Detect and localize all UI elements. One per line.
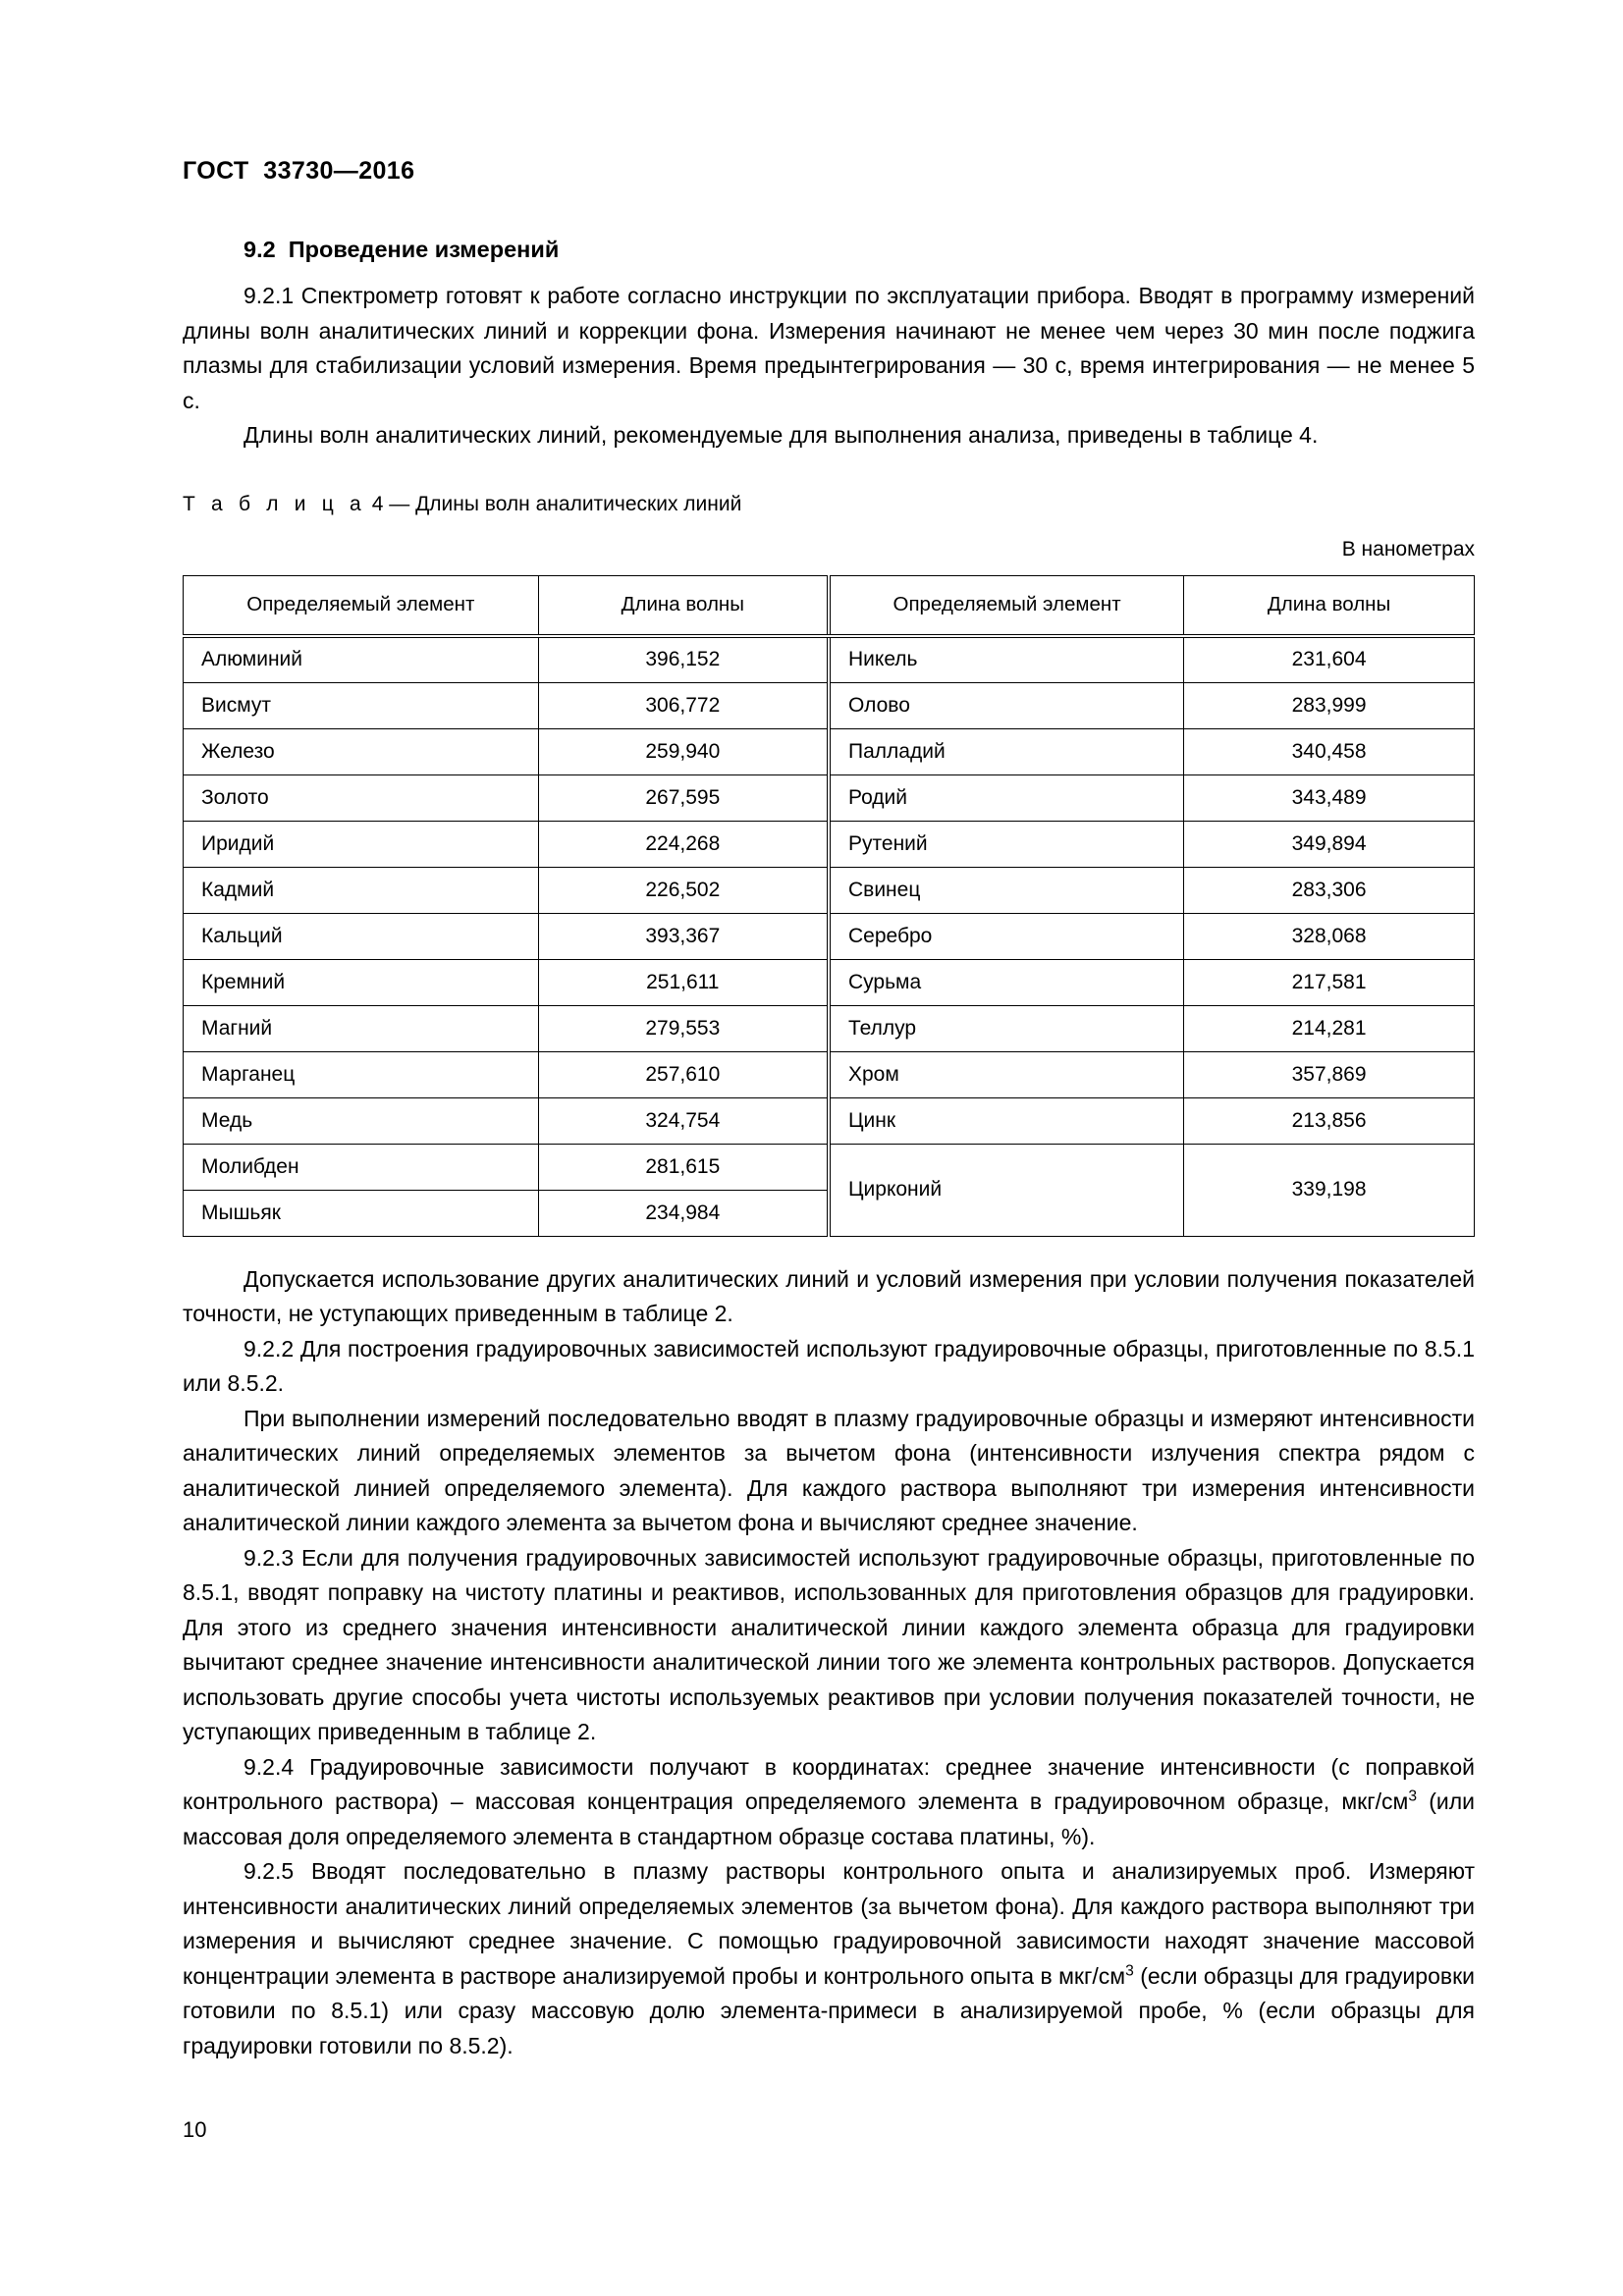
table-row [184, 821, 1475, 867]
cell-element: Висмут [184, 682, 539, 728]
table-caption-label: Т а б л и ц а [183, 492, 366, 515]
cell-wavelength: 234,984 [538, 1190, 829, 1236]
table-row [184, 959, 1475, 1005]
paragraph-9-2-3: 9.2.3 Если для получения градуировочных зависимостей используют градуировочные образцы, приготовленные по 8.5.1, вводят поправку на чистоту платины и реактивов, использованных для приготовления образцов для градуировки. Для этого из среднего значения интенсивности аналитической линии каждого элемента образца для градуировки вычитают среднее значение интенсивности аналитической линии того же элемента контрольных растворов. Допускается использовать другие способы учета чистоты используемых реактивов при условии получения показателей точности, не уступающих приведенным в таблице 2. [183, 1544, 1475, 1744]
paragraph-measurement-procedure: При выполнении измерений последовательно вводят в плазму градуировочные образцы и измеряют интенсивности аналитических линий определяемых элементов за вычетом фона (интенсивности излучения спектра рядом с аналитической линией определяемого элемента). Для каждого раствора выполняют три измерения интенсивности аналитической линии каждого элемента за вычетом фона и вычисляют среднее значение. [183, 1405, 1475, 1535]
cell-wavelength: 281,615 [538, 1144, 829, 1190]
cell-wavelength: 259,940 [538, 728, 829, 774]
cell-wavelength: 267,595 [538, 774, 829, 821]
cell-element: Кальций [184, 913, 539, 959]
cell-element: Медь [184, 1097, 539, 1144]
cell-element: Рутений [829, 821, 1184, 867]
table-row [184, 1051, 1475, 1097]
cell-element: Палладий [829, 728, 1184, 774]
cell-element: Свинец [829, 867, 1184, 913]
table-row [184, 774, 1475, 821]
cell-wavelength: 226,502 [538, 867, 829, 913]
table-caption-dash: — [389, 492, 410, 515]
paragraph-9-2-5-part1: 9.2.5 Вводят последовательно в плазму растворы контрольного опыта и анализируемых проб. Измеряют интенсивности аналитических линий определяемых элементов (за вычетом фона). Для каждого раствора выполняют три измерения и вычисляют среднее значение. С помощью градуировочной зависимости находят значение массовой концентрации элемента в растворе анализируемой пробы и контрольного опыта в мкг/см [183, 1858, 1475, 1989]
cell-wavelength: 251,611 [538, 959, 829, 1005]
cell-element: Алюминий [184, 636, 539, 682]
superscript-cubic: 3 [1408, 1788, 1418, 1805]
page-number: 10 [183, 2117, 207, 2142]
cell-element: Олово [829, 682, 1184, 728]
paragraph-9-2-5-part2: (если образцы для градуировки готовили по 8.5.1) или сразу массовую долю элемента-примеси в анализируемой пробе, % (если образцы для градуировки готовили по 8.5.2). [183, 1962, 1475, 2058]
post-table-text [183, 1262, 1475, 2064]
cell-element: Родий [829, 774, 1184, 821]
table-row [184, 1097, 1475, 1144]
cell-wavelength: 339,198 [1184, 1144, 1475, 1236]
cell-element: Марганец [184, 1051, 539, 1097]
cell-wavelength: 357,869 [1184, 1051, 1475, 1097]
cell-wavelength: 214,281 [1184, 1005, 1475, 1051]
paragraph-9-2-4-part1: 9.2.4 Градуировочные зависимости получают в координатах: среднее значение интенсивности (с поправкой контрольного раствора) – массовая концентрация определяемого элемента в градуировочном образце, мкг/см [183, 1753, 1475, 1814]
table-row [184, 913, 1475, 959]
header-element-right: Определяемый элемент [829, 575, 1184, 636]
paragraph-9-2-4 [183, 1750, 1475, 1855]
cell-wavelength: 283,306 [1184, 867, 1475, 913]
cell-wavelength: 396,152 [538, 636, 829, 682]
cell-wavelength: 257,610 [538, 1051, 829, 1097]
cell-wavelength: 213,856 [1184, 1097, 1475, 1144]
paragraph-9-2-4-part2: (или массовая доля определяемого элемента в стандартном образце состава платины, %). [183, 1789, 1475, 1849]
cell-wavelength: 224,268 [538, 821, 829, 867]
cell-wavelength: 324,754 [538, 1097, 829, 1144]
superscript-cubic: 3 [1125, 1961, 1134, 1979]
cell-wavelength: 231,604 [1184, 636, 1475, 682]
cell-element: Кремний [184, 959, 539, 1005]
cell-element: Теллур [829, 1005, 1184, 1051]
cell-element: Иридий [184, 821, 539, 867]
cell-element: Магний [184, 1005, 539, 1051]
section-title: 9.2 Проведение измерений [243, 237, 560, 262]
cell-element: Сурьма [829, 959, 1184, 1005]
cell-element: Никель [829, 636, 1184, 682]
paragraph-9-2-5 [183, 1854, 1475, 2063]
header-wavelength-left: Длина волны [538, 575, 829, 636]
cell-element: Мышьяк [184, 1190, 539, 1236]
cell-wavelength: 393,367 [538, 913, 829, 959]
header-element-left: Определяемый элемент [184, 575, 539, 636]
paragraph-wavelengths-intro: Длины волн аналитических линий, рекомендуемые для выполнения анализа, приведены в таблице 4. [243, 422, 1319, 448]
cell-wavelength: 349,894 [1184, 821, 1475, 867]
page-content [183, 157, 1475, 2063]
cell-wavelength: 283,999 [1184, 682, 1475, 728]
cell-wavelength: 343,489 [1184, 774, 1475, 821]
cell-wavelength: 306,772 [538, 682, 829, 728]
table-row [184, 1144, 1475, 1190]
cell-element: Железо [184, 728, 539, 774]
table-row [184, 636, 1475, 682]
cell-element: Молибден [184, 1144, 539, 1190]
header-wavelength-right: Длина волны [1184, 575, 1475, 636]
table-row [184, 867, 1475, 913]
cell-wavelength: 328,068 [1184, 913, 1475, 959]
paragraph-9-2-1: 9.2.1 Спектрометр готовят к работе согласно инструкции по эксплуатации прибора. Вводят в программу измерений длины волн аналитических линий и коррекции фона. Измерения начинают не менее чем через 30 мин после поджига плазмы для стабилизации условий измерения. Время предынтегрирования — 30 с, время интегрирования — не менее 5 с. [183, 283, 1475, 413]
table-header-row [184, 575, 1475, 636]
table-units-note: В нанометрах [1341, 537, 1475, 561]
standard-header: ГОСТ 33730—2016 [183, 157, 415, 185]
table-row [184, 682, 1475, 728]
paragraph-other-lines: Допускается использование других аналитических линий и условий измерения при условии получения показателей точности, не уступающих приведенным в таблице 2. [183, 1265, 1475, 1326]
cell-wavelength: 279,553 [538, 1005, 829, 1051]
table-caption-title: Длины волн аналитических линий [415, 492, 742, 515]
table-caption-number: 4 [371, 492, 384, 515]
cell-element: Цинк [829, 1097, 1184, 1144]
cell-wavelength: 217,581 [1184, 959, 1475, 1005]
paragraph-9-2-2: 9.2.2 Для построения градуировочных зависимостей используют градуировочные образцы, приготовленные по 8.5.1 или 8.5.2. [183, 1335, 1475, 1396]
cell-element: Кадмий [184, 867, 539, 913]
cell-wavelength: 340,458 [1184, 728, 1475, 774]
cell-element: Хром [829, 1051, 1184, 1097]
wavelength-table [183, 575, 1475, 1237]
table-caption [183, 493, 1475, 516]
cell-element: Золото [184, 774, 539, 821]
table-row [184, 728, 1475, 774]
table-row [184, 1005, 1475, 1051]
cell-element: Серебро [829, 913, 1184, 959]
cell-element: Цирконий [829, 1144, 1184, 1236]
